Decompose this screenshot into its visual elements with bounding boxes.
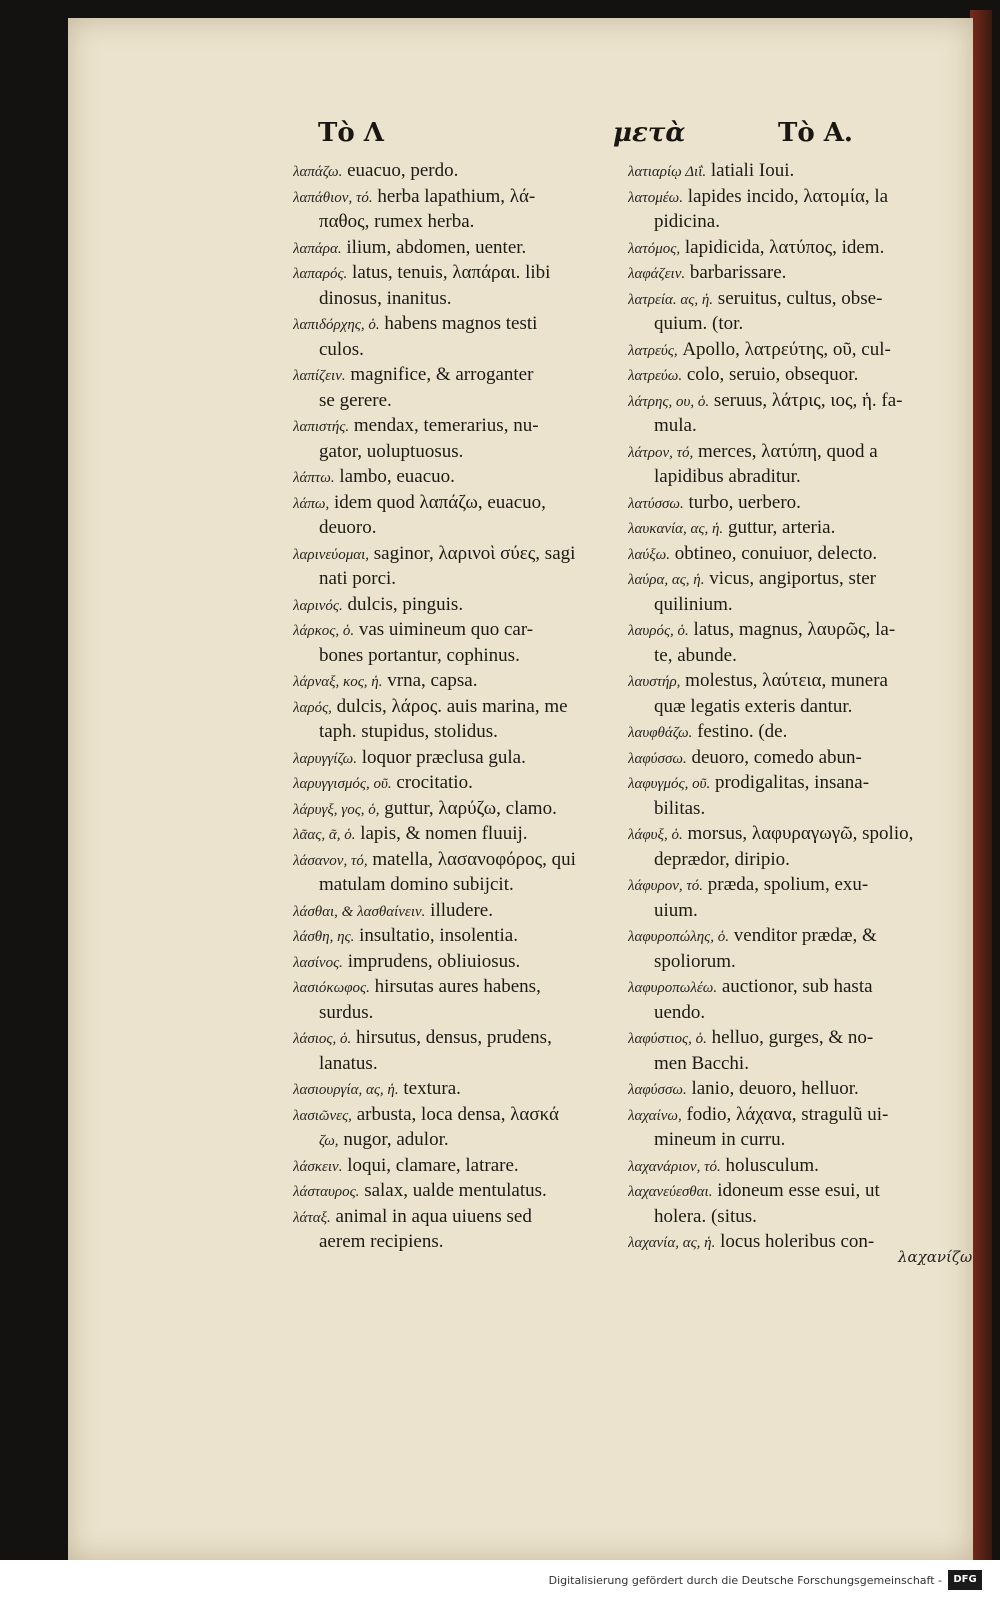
dictionary-line	[628, 235, 958, 261]
greek-headword: λάσανον, τό,	[293, 852, 368, 869]
dictionary-line	[628, 974, 958, 1000]
greek-headword: λατόμος,	[628, 240, 681, 257]
dictionary-line	[628, 949, 958, 975]
latin-gloss: aerem recipiens.	[319, 1231, 444, 1252]
greek-headword: λαφύστιος, ὁ.	[628, 1031, 707, 1047]
dictionary-line	[293, 362, 623, 388]
header-middle: μετὰ	[613, 118, 686, 148]
greek-headword: λαύρα, ας, ἡ.	[628, 572, 705, 588]
dictionary-line	[628, 209, 958, 235]
latin-gloss: dulcis, λάρος. auis marina, me	[331, 695, 568, 717]
dictionary-line	[628, 1025, 958, 1051]
dictionary-line	[293, 311, 623, 337]
greek-headword: ζω,	[319, 1133, 339, 1149]
dictionary-line	[293, 1000, 623, 1026]
latin-gloss: venditor prædæ, &	[729, 925, 877, 946]
dictionary-line	[293, 1229, 623, 1255]
dictionary-line	[628, 668, 958, 694]
dictionary-line	[628, 260, 958, 286]
dictionary-line	[293, 694, 623, 720]
dictionary-line	[628, 362, 958, 388]
dictionary-line	[628, 413, 958, 439]
dictionary-line	[293, 286, 623, 312]
greek-headword: λαύξω.	[628, 546, 671, 563]
latin-gloss: fodio, λάχανα, stragulũ ui-	[681, 1103, 889, 1125]
latin-gloss: matella, λασανοφόρος, qui	[367, 848, 576, 870]
dictionary-line	[293, 719, 623, 745]
dictionary-line	[293, 974, 623, 1000]
dfg-logo: DFG	[948, 1570, 982, 1590]
dictionary-line	[293, 541, 623, 567]
latin-gloss: hirsutus, densus, prudens,	[351, 1027, 552, 1048]
dictionary-line	[628, 898, 958, 924]
dictionary-line	[293, 668, 623, 694]
latin-gloss: vas uimineum quo car-	[354, 619, 534, 640]
greek-headword: λαπίζειν.	[293, 368, 346, 384]
latin-gloss: se gerere.	[319, 389, 392, 411]
latin-gloss: pidicina.	[654, 211, 720, 232]
latin-gloss: salax, ualde mentulatus.	[359, 1180, 547, 1201]
dictionary-line	[293, 796, 623, 822]
dictionary-line	[293, 872, 623, 898]
greek-headword: λαφύσσω.	[628, 1082, 687, 1098]
greek-headword: λάρυγξ, γος, ὁ,	[293, 801, 380, 818]
latin-gloss: surdus.	[319, 1001, 374, 1023]
greek-headword: λάτρον, τό,	[628, 444, 694, 461]
latin-gloss: lapidicida, λατύπος, idem.	[680, 236, 885, 258]
greek-headword: λαχανάριον, τό.	[628, 1158, 721, 1175]
dictionary-line	[293, 770, 623, 796]
latin-gloss: loquor præclusa gula.	[357, 746, 526, 768]
dictionary-line	[628, 1127, 958, 1153]
dictionary-line	[628, 719, 958, 745]
latin-gloss: latus, magnus, λαυρῶς, la-	[688, 619, 896, 640]
latin-gloss: idem quod λαπάζω, euacuo,	[329, 491, 546, 513]
dictionary-line	[628, 464, 958, 490]
latin-gloss: deprædor, diripio.	[654, 848, 790, 870]
dictionary-line	[293, 158, 623, 184]
dictionary-line	[293, 1102, 623, 1128]
latin-gloss: helluo, gurges, & no-	[706, 1027, 874, 1048]
dictionary-line	[293, 1153, 623, 1179]
latin-gloss: culos.	[319, 338, 364, 360]
dictionary-line	[293, 1204, 623, 1230]
latin-gloss: colo, seruio, obsequor.	[682, 364, 859, 385]
latin-gloss: idoneum esse esui, ut	[712, 1180, 880, 1201]
dictionary-line	[628, 337, 958, 363]
greek-headword: λασιουργία, ας, ἡ.	[293, 1082, 399, 1098]
dictionary-line	[628, 1102, 958, 1128]
greek-headword: λαρός,	[293, 699, 332, 716]
dictionary-line	[293, 388, 623, 414]
latin-gloss: textura.	[398, 1078, 461, 1099]
dictionary-line	[293, 1178, 623, 1204]
latin-gloss: guttur, λαρύζω, clamo.	[379, 797, 557, 819]
dictionary-line	[293, 566, 623, 592]
book-edge	[970, 10, 992, 1560]
dictionary-line	[628, 515, 958, 541]
latin-gloss: crocitatio.	[391, 772, 473, 793]
latin-gloss: vicus, angiportus, ster	[704, 568, 876, 589]
dictionary-line	[293, 643, 623, 669]
greek-headword: λαπαρός.	[293, 266, 348, 282]
dictionary-line	[293, 490, 623, 516]
dictionary-line	[293, 949, 623, 975]
greek-headword: λάσταυρος.	[293, 1184, 360, 1200]
dictionary-line	[293, 745, 623, 771]
latin-gloss: vrna, capsa.	[382, 670, 478, 691]
latin-gloss: holusculum.	[720, 1154, 819, 1176]
greek-headword: λατύσσω.	[628, 495, 684, 512]
latin-gloss: quium. (tor.	[654, 313, 744, 334]
greek-headword: λαπιστής.	[293, 419, 350, 435]
book-page	[68, 18, 973, 1560]
latin-gloss: nati porci.	[319, 568, 397, 589]
latin-gloss: loqui, clamare, latrare.	[342, 1154, 519, 1176]
greek-headword: λαφύσσω.	[628, 750, 687, 767]
greek-headword: λαπάζω.	[293, 164, 343, 180]
latin-gloss: lapides incido, λατομία, la	[683, 185, 889, 207]
dictionary-line	[628, 796, 958, 822]
footer-bar	[0, 1562, 1000, 1599]
latin-gloss: locus holeribus con-	[715, 1231, 875, 1252]
running-header	[68, 118, 973, 158]
greek-headword: λαφυροπωλέω.	[628, 980, 718, 996]
latin-gloss: gator, uoluptuosus.	[319, 440, 464, 462]
latin-gloss: latus, tenuis, λαπάραι. libi	[347, 262, 551, 283]
dictionary-line	[628, 1153, 958, 1179]
dictionary-line	[628, 439, 958, 465]
latin-gloss: saginor, λαρινοὶ σύες, sagi	[369, 542, 576, 564]
greek-headword: λάπτω.	[293, 470, 335, 486]
latin-gloss: quæ legatis exteris dantur.	[654, 695, 853, 717]
latin-gloss: mendax, temerarius, nu-	[349, 415, 539, 436]
latin-gloss: seruitus, cultus, obse-	[713, 287, 883, 309]
latin-gloss: insultatio, insolentia.	[354, 925, 518, 946]
dictionary-line	[628, 694, 958, 720]
dictionary-line	[628, 541, 958, 567]
latin-gloss: merces, λατύπη, quod a	[693, 440, 878, 462]
dictionary-line	[293, 235, 623, 261]
latin-gloss: holera. (situs.	[654, 1205, 757, 1227]
latin-gloss: habens magnos testi	[379, 313, 538, 334]
latin-gloss: lapis, & nomen fluuij.	[355, 823, 528, 844]
latin-gloss: seruus, λάτρις, ιος, ἡ. fa-	[709, 389, 903, 411]
greek-headword: λάπω,	[293, 495, 330, 512]
greek-headword: λαυφθάζω.	[628, 725, 693, 741]
latin-gloss: præda, spolium, exu-	[703, 874, 869, 895]
dictionary-line	[628, 617, 958, 643]
dictionary-line	[293, 515, 623, 541]
dictionary-line	[293, 413, 623, 439]
dictionary-line	[628, 872, 958, 898]
greek-headword: λαρινός.	[293, 597, 343, 614]
dictionary-line	[293, 337, 623, 363]
latin-gloss: dinosus, inanitus.	[319, 287, 452, 309]
left-column	[293, 158, 623, 1255]
greek-headword: λᾶας, ᾶ, ὁ.	[293, 827, 356, 843]
greek-headword: λαφυγμός, οῦ.	[628, 776, 711, 792]
latin-gloss: lapidibus abraditur.	[654, 466, 801, 487]
latin-gloss: magnifice, & arroganter	[345, 364, 534, 385]
dictionary-line	[628, 847, 958, 873]
latin-gloss: ilium, abdomen, uenter.	[341, 236, 527, 258]
latin-gloss: bilitas.	[654, 797, 706, 819]
latin-gloss: deuoro.	[319, 517, 377, 538]
greek-headword: λαπάρα.	[293, 240, 342, 257]
greek-headword: λάρκος, ὁ.	[293, 623, 355, 639]
dictionary-line	[628, 1204, 958, 1230]
greek-headword: λαχανία, ας, ἡ.	[628, 1235, 716, 1251]
latin-gloss: te, abunde.	[654, 644, 737, 666]
latin-gloss: illudere.	[425, 899, 493, 921]
greek-headword: λαρινεύομαι,	[293, 546, 370, 563]
latin-gloss: guttur, arteria.	[723, 517, 836, 538]
latin-gloss: quilinium.	[654, 593, 733, 615]
dictionary-line	[293, 821, 623, 847]
greek-headword: λαπιδόρχης, ὁ.	[293, 317, 380, 333]
dictionary-line	[628, 770, 958, 796]
dictionary-line	[293, 184, 623, 210]
latin-gloss: mineum in curru.	[654, 1129, 786, 1150]
latin-gloss: animal in aqua uiuens sed	[330, 1205, 532, 1227]
greek-headword: λαπάθιον, τό.	[293, 189, 373, 206]
latin-gloss: festino. (de.	[692, 721, 788, 742]
dictionary-line	[293, 592, 623, 618]
greek-headword: λασιόκωφος.	[293, 980, 370, 996]
right-column	[628, 158, 958, 1255]
dictionary-line	[628, 566, 958, 592]
dictionary-line	[628, 388, 958, 414]
dictionary-line	[628, 158, 958, 184]
latin-gloss: men Bacchi.	[654, 1052, 749, 1074]
dictionary-line	[293, 1076, 623, 1102]
latin-gloss: morsus, λαφυραγωγῶ, spolio,	[682, 823, 914, 844]
dictionary-line	[628, 311, 958, 337]
catchword: λαχανίζω	[898, 1248, 973, 1266]
latin-gloss: deuoro, comedo abun-	[686, 746, 862, 768]
dictionary-line	[293, 847, 623, 873]
greek-headword: λαχανεύεσθαι.	[628, 1184, 713, 1200]
dictionary-line	[293, 464, 623, 490]
dictionary-line	[628, 643, 958, 669]
header-left: Τὸ Λ	[318, 118, 384, 148]
dictionary-line	[628, 490, 958, 516]
latin-gloss: nugor, adulor.	[338, 1129, 449, 1150]
dictionary-line	[628, 1076, 958, 1102]
latin-gloss: barbarissare.	[685, 262, 787, 283]
greek-headword: λαρυγγισμός, οῦ.	[293, 776, 392, 792]
dictionary-line	[293, 1127, 623, 1153]
greek-headword: λάσκειν.	[293, 1158, 343, 1175]
latin-gloss: molestus, λαύτεια, munera	[680, 670, 888, 691]
greek-headword: λαρυγγίζω.	[293, 750, 357, 767]
dictionary-line	[628, 745, 958, 771]
dictionary-line	[628, 1051, 958, 1077]
greek-headword: λάσιος, ὁ.	[293, 1031, 352, 1047]
greek-headword: λατομέω.	[628, 189, 684, 206]
latin-gloss: uendo.	[654, 1001, 706, 1023]
greek-headword: λάσθαι, & λασθαίνειν.	[293, 903, 426, 920]
latin-gloss: Apollo, λατρεύτης, οῦ, cul-	[677, 338, 891, 360]
latin-gloss: auctionor, sub hasta	[717, 976, 873, 997]
latin-gloss: obtineo, conuiuor, delecto.	[670, 542, 878, 564]
latin-gloss: latiali Ioui.	[706, 160, 795, 181]
latin-gloss: παθος, rumex herba.	[319, 211, 475, 232]
latin-gloss: imprudens, obliuiosus.	[342, 950, 521, 972]
dictionary-line	[293, 1025, 623, 1051]
greek-headword: λάταξ.	[293, 1209, 331, 1226]
dictionary-line	[293, 923, 623, 949]
latin-gloss: bones portantur, cophinus.	[319, 644, 520, 666]
dictionary-line	[293, 209, 623, 235]
latin-gloss: lambo, euacuo.	[334, 466, 455, 487]
greek-headword: λασιῶνες,	[293, 1107, 352, 1124]
dictionary-line	[628, 184, 958, 210]
greek-headword: λατρεία. ας, ἡ.	[628, 291, 714, 308]
greek-headword: λασίνος.	[293, 954, 343, 971]
greek-headword: λαφάζειν.	[628, 266, 686, 282]
latin-gloss: uium.	[654, 899, 698, 921]
greek-headword: λαχαίνω,	[628, 1107, 682, 1124]
dictionary-line	[628, 1000, 958, 1026]
greek-headword: λαυστήρ,	[628, 674, 681, 690]
latin-gloss: prodigalitas, insana-	[710, 772, 870, 793]
latin-gloss: euacuo, perdo.	[342, 160, 459, 181]
footer-credit: Digitalisierung gefördert durch die Deutsche Forschungsgemeinschaft -	[548, 1574, 942, 1587]
latin-gloss: matulam domino subijcit.	[319, 874, 514, 895]
greek-headword: λατιαρίῳ Διΐ.	[628, 164, 707, 180]
dictionary-line	[293, 1051, 623, 1077]
dictionary-line	[628, 821, 958, 847]
latin-gloss: lanatus.	[319, 1052, 378, 1074]
header-right: Τὸ Α.	[778, 118, 853, 148]
greek-headword: λαυρός, ὁ.	[628, 623, 689, 639]
dictionary-line	[293, 439, 623, 465]
latin-gloss: arbusta, loca densa, λασκά	[351, 1103, 559, 1125]
greek-headword: λάφυξ, ὁ.	[628, 827, 683, 843]
latin-gloss: turbo, uerbero.	[683, 491, 801, 513]
greek-headword: λάτρης, ου, ὁ.	[628, 393, 710, 410]
greek-headword: λάρναξ, κος, ἡ.	[293, 674, 383, 690]
greek-headword: λατρεύω.	[628, 368, 683, 384]
greek-headword: λαυκανία, ας, ἡ.	[628, 521, 724, 537]
latin-gloss: taph. stupidus, stolidus.	[319, 721, 498, 742]
dictionary-line	[293, 617, 623, 643]
dictionary-line	[293, 898, 623, 924]
dictionary-line	[293, 260, 623, 286]
latin-gloss: lanio, deuoro, helluor.	[686, 1078, 859, 1099]
dictionary-line	[628, 923, 958, 949]
dictionary-line	[628, 592, 958, 618]
latin-gloss: mula.	[654, 415, 697, 436]
latin-gloss: spoliorum.	[654, 950, 736, 972]
greek-headword: λάσθη, ης.	[293, 929, 355, 945]
greek-headword: λάφυρον, τό.	[628, 878, 704, 894]
latin-gloss: hirsutas aures habens,	[369, 976, 541, 997]
dictionary-line	[628, 286, 958, 312]
dictionary-line	[628, 1178, 958, 1204]
greek-headword: λατρεύς,	[628, 342, 678, 359]
latin-gloss: dulcis, pinguis.	[342, 593, 464, 615]
latin-gloss: herba lapathium, λά-	[372, 185, 536, 207]
greek-headword: λαφυροπώλης, ὁ.	[628, 929, 730, 945]
